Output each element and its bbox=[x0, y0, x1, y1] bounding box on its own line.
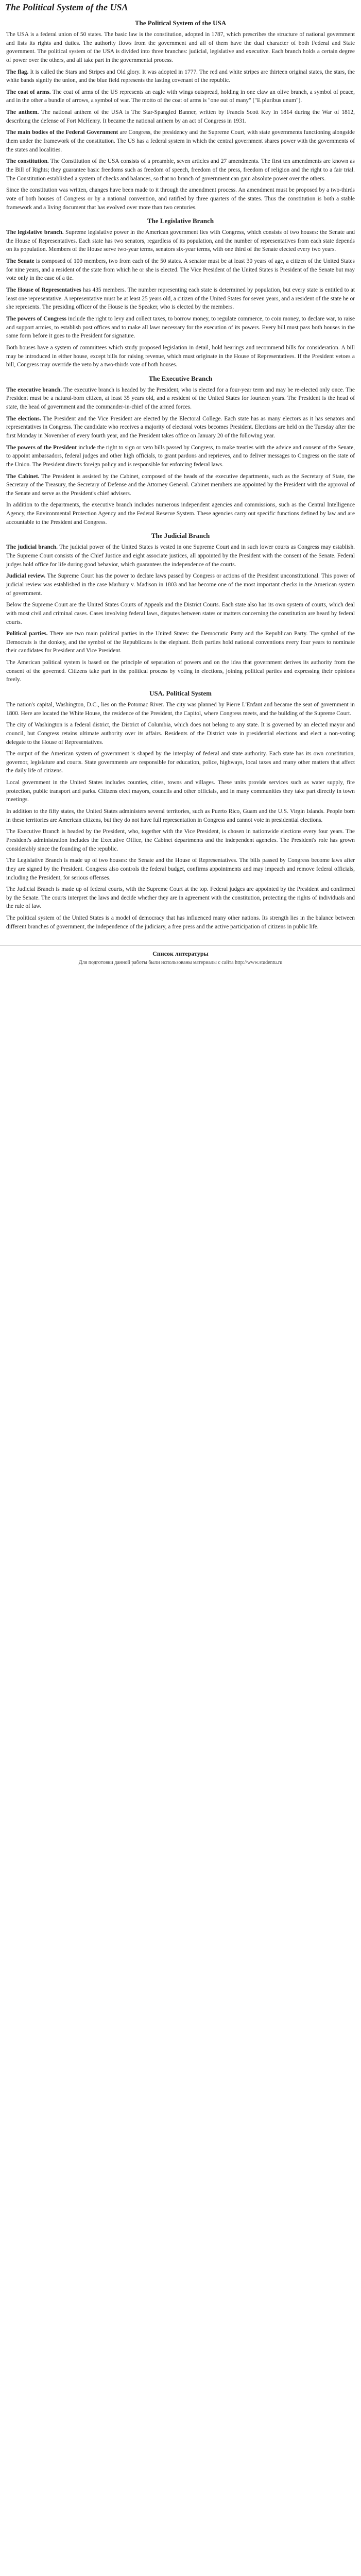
paragraph-lead: The Cabinet. bbox=[6, 473, 40, 480]
paragraph-lead: The constitution. bbox=[6, 158, 49, 165]
paragraph-lead: The powers of the President bbox=[6, 444, 77, 451]
paragraph-text: Supreme legislative power in the American government lies with Congress, which consists of two houses: the Senate and the House of Representatives. Each state has two senators, regardless of its population, and the number of representatives from each state depends on its population. Members of the House serve two-year terms, senators six-year terms, with one third of the Senate elected every two years. bbox=[6, 229, 355, 253]
paragraph bbox=[6, 807, 355, 824]
paragraph-lead: The main bodies of the Federal Government bbox=[6, 129, 118, 136]
paragraph-text: include the right to levy and collect taxes, to borrow money, to regulate commerce, to coin money, to declare war, to raise and support armies, to establish post offices and to make all laws necessary for the execution of its powers. Every bill must pass both houses in the same form before it goes to the President for signature. bbox=[6, 315, 355, 340]
paragraph-text: The executive branch is headed by the President, who is elected for a four-year term and may be re-elected only once. The President must be a natural-born citizen, at least 35 years old, and a resident of the United States for fourteen years. The President is the head of state, the head of government and the commander-in-chief of the armed forces. bbox=[6, 386, 355, 411]
paragraph-lead: The powers of Congress bbox=[6, 315, 66, 322]
page-title: The Political System of the USA bbox=[5, 2, 128, 12]
paragraph-text: The USA is a federal union of 50 states. The basic law is the constitution, adopted in 1787, which prescribes the structure of national government and lists its rights and duties. The authority flows from the government and all of them have the dual character of both Federal and State government. The political system of the USA is divided into three branches: judicial, legislative and executive. Each branch holds a certain degree of power over the others, and all take part in the governmental process. bbox=[6, 31, 355, 63]
paragraph-lead: The Senate bbox=[6, 258, 35, 265]
paragraph-text: has 435 members. The number representing each state is determined by population, but every state is entitled to at least one representative. A representative must be at least 25 years old, a citizen of the United States for seven years, and a resident of the state he or she represents. The presiding officer of the House is the Speaker, who is elected by the members. bbox=[6, 287, 355, 311]
section-heading: The Legislative Branch bbox=[147, 217, 214, 225]
paragraph-text: The Legislative Branch is made up of two houses: the Senate and the House of Representatives. The bills passed by Congress become laws after they are signed by the President. Congress also controls the federal budget, confirms appointments and may impeach and remove federal officials, including the President, for serious offenses. bbox=[6, 857, 355, 881]
paragraph bbox=[6, 30, 355, 65]
paragraph bbox=[6, 444, 355, 469]
paragraph-lead: The legislative branch. bbox=[6, 229, 64, 236]
references-title: Список литературы bbox=[152, 950, 209, 958]
references-text: Для подготовки данной работы были использованы материалы с сайта http://www.studentu.ru bbox=[78, 960, 283, 966]
paragraph bbox=[6, 415, 355, 440]
paragraph bbox=[6, 386, 355, 412]
paragraph-lead: The judicial branch. bbox=[6, 544, 58, 551]
paragraph-text: are Congress, the presidency and the Supreme Court, with state governments functioning alongside them under the framework of the constitution. The US has a federal system in which the central government shares power with the governments of the states and localities. bbox=[6, 129, 355, 153]
paragraph bbox=[6, 658, 355, 684]
paragraph-text: Local government in the United States includes counties, cities, towns and villages. These units provide services such as water supply, fire protection, public transport and parks. Citizens elect mayors, councils and other officials, and in many communities they take part directly in town meetings. bbox=[6, 779, 355, 803]
paragraph-text: There are two main political parties in the United States: the Democratic Party and the Republican Party. The symbol of the Democrats is the donkey, and the symbol of the Republicans is the elephant. Both parties hold national conventions every four years to nominate their candidates for President and Vice President. bbox=[6, 631, 355, 654]
paragraph-text: The nation's capital, Washington, D.C., lies on the Potomac River. The city was planned by Pierre L'Enfant and became the seat of government in 1800. Here are located the White House, the residence of the President, the Capitol, where Congress meets, and the building of the Supreme Court. bbox=[6, 702, 355, 717]
paragraph-text: The national anthem of the USA is The Star-Spangled Banner, written by Francis Scott Key in 1814 during the War of 1812, describing the defense of Fort McHenry. It became the national anthem by an act of Congress in 1931. bbox=[6, 109, 355, 124]
paragraph bbox=[6, 721, 355, 747]
paragraph bbox=[6, 128, 355, 154]
paragraph bbox=[6, 856, 355, 882]
paragraph-lead: Political parties. bbox=[6, 631, 48, 637]
paragraph-text: The Judicial Branch is made up of federal courts, with the Supreme Court at the top. Federal judges are appointed by the President and confirmed by the Senate. The courts interpret the laws and decide whether they are in agreement with the constitution, protecting the rights of individuals and the rule of law. bbox=[6, 886, 355, 910]
paragraph bbox=[6, 827, 355, 853]
paragraph-text: In addition to the fifty states, the United States administers several territories, such as Puerto Rico, Guam and the U.S. Virgin Islands. People born in these territories are American citizens, but they do not have full representation in Congress and cannot vote in presidential elections. bbox=[6, 808, 355, 823]
document-page bbox=[0, 0, 361, 969]
document-body bbox=[0, 19, 361, 931]
paragraph-text: is composed of 100 members, two from each of the 50 states. A senator must be at least 30 years of age, a citizen of the United States for nine years, and a resident of the state from which he or she is elected. The Vice President of the United States is President of the Senate but may vote only in the case of a tie. bbox=[6, 258, 355, 282]
paragraph bbox=[6, 344, 355, 369]
paragraph-text: The Constitution of the USA consists of a preamble, seven articles and 27 amendments. The first ten amendments are known as the Bill of Rights; they guarantee basic freedoms such as freedom of speech, freedom of the press, freedom of religion and the right to a fair trial. The Constitution established a system of checks and balances, so that no branch of government can gain absolute power over the others. bbox=[6, 158, 355, 182]
paragraph-lead: The coat of arms. bbox=[6, 89, 51, 95]
paragraph-text: The Supreme Court has the power to declare laws passed by Congress or actions of the President unconstitutional. This power of judicial review was established in the case Marbury v. Madison in 1803 and has become one of the most important checks in the American system of government. bbox=[6, 573, 355, 597]
paragraph-lead: The elections. bbox=[6, 415, 41, 422]
paragraph-text: include the right to sign or veto bills passed by Congress, to make treaties with the advice and consent of the Senate, to appoint ambassadors, federal judges and other high officials, to grant pardons and reprieves, and to deliver messages to Congress on the state of the Union. The President directs foreign policy and is responsible for enforcing federal laws. bbox=[6, 444, 355, 468]
section-heading: The Executive Branch bbox=[148, 374, 213, 382]
paragraph-lead: The anthem. bbox=[6, 109, 39, 116]
section-heading: USA. Political System bbox=[149, 689, 212, 697]
paragraph bbox=[6, 88, 355, 105]
paragraph bbox=[6, 315, 355, 341]
paragraph bbox=[6, 914, 355, 931]
paragraph bbox=[6, 108, 355, 125]
section-heading: The Judicial Branch bbox=[151, 532, 210, 540]
paragraph-text: It is called the Stars and Stripes and Old glory. It was adopted in 1777. The red and white stripes are thirteen original states, the stars, the white bands signify the union, and the blue field represents the lasting covenant of the republic. bbox=[6, 69, 355, 84]
paragraph-text: The political system of the United States is a model of democracy that has influenced many other nations. Its strength lies in the balance between different branches of government, the independence of the judiciary, a free press and the active participation of citizens in public life. bbox=[6, 915, 355, 930]
paragraph-lead: The flag. bbox=[6, 69, 29, 75]
paragraph bbox=[6, 501, 355, 527]
paragraph bbox=[6, 572, 355, 598]
paragraph bbox=[6, 701, 355, 718]
paragraph bbox=[6, 885, 355, 911]
paragraph-text: The President is assisted by the Cabinet, composed of the heads of the executive departments, such as the Secretary of State, the Secretary of the Treasury, the Secretary of Defense and the Attorney General. Cabinet members are appointed by the President with the approval of the Senate and serve as the President's chief advisers. bbox=[6, 473, 355, 497]
paragraph-lead: The House of Representatives bbox=[6, 287, 81, 294]
paragraph-text: Both houses have a system of committees which study proposed legislation in detail, hold hearings and recommend bills for consideration. A bill may be introduced in either house, except bills for raising revenue, which must originate in the House of Representatives. If the President vetoes a bill, Congress may override the veto by a two-thirds vote of both houses. bbox=[6, 344, 355, 368]
paragraph-text: Below the Supreme Court are the United States Courts of Appeals and the District Courts. Each state also has its own system of courts, which deal with most civil and criminal cases. Cases involving federal laws, disputes between states or matters concerning the constitution are heard by federal courts. bbox=[6, 602, 355, 625]
paragraph bbox=[6, 68, 355, 85]
paragraph-text: The output of the American system of government is shaped by the interplay of federal and state authority. Each state has its own constitution, governor, legislature and courts. State governments are responsible for education, police, highways, local taxes and many other matters that affect the daily life of citizens. bbox=[6, 751, 355, 774]
paragraph bbox=[6, 228, 355, 254]
paragraph-lead: Judicial review. bbox=[6, 573, 46, 580]
paragraph bbox=[6, 543, 355, 569]
paragraph-text: The coat of arms of the US represents an eagle with wings outspread, holding in one claw an olive branch, a symbol of peace, and in the other a bundle of arrows, a symbol of war. The motto of the coat of arms is "one out of many" ("E pluribus unum"). bbox=[6, 89, 355, 104]
paragraph-text: The Executive Branch is headed by the President, who, together with the Vice President, is chosen in nationwide elections every four years. The President's administration includes the Executive Office, the Cabinet departments and the independent agencies. The President's role has grown considerably since the founding of the republic. bbox=[6, 828, 355, 852]
section-heading: The Political System of the USA bbox=[134, 19, 227, 27]
paragraph bbox=[6, 286, 355, 312]
paragraph-text: In addition to the departments, the executive branch includes numerous independent agencies and commissions, such as the Central Intelligence Agency, the Environmental Protection Agency and the Federal Reserve System. These agencies carry out specific functions defined by law and are accountable to the President and Congress. bbox=[6, 502, 355, 526]
paragraph bbox=[6, 750, 355, 775]
paragraph bbox=[6, 472, 355, 498]
paragraph-text: Since the constitution was written, changes have been made to it through the amendment process. An amendment must be proposed by a two-thirds vote of both houses of Congress or by a national convention, and ratified by three quarters of the states. Thus the constitution is both a stable framework and a living document that has evolved over more than two centuries. bbox=[6, 187, 355, 211]
paragraph-lead: The executive branch. bbox=[6, 386, 62, 393]
paragraph bbox=[6, 601, 355, 626]
paragraph bbox=[6, 186, 355, 212]
paragraph bbox=[6, 257, 355, 283]
paragraph bbox=[6, 157, 355, 183]
paragraph-text: The President and the Vice President are elected by the Electoral College. Each state has as many electors as it has senators and representatives in Congress. The candidate who receives a majority of electoral votes becomes President. Elections are held on the Tuesday after the first Monday in November of every fourth year, and the President takes office on January 20 of the following year. bbox=[6, 415, 355, 439]
references-footer bbox=[0, 945, 361, 969]
paragraph bbox=[6, 778, 355, 804]
paragraph-text: The American political system is based on the principle of separation of powers and on the idea that government derives its authority from the consent of the governed. Citizens take part in the political process by voting in elections, joining political parties and expressing their opinions freely. bbox=[6, 659, 355, 683]
paragraph-text: The city of Washington is a federal district, the District of Columbia, which does not belong to any state. It is governed by an elected mayor and council, but Congress retains ultimate authority over its affairs. Residents of the District vote in presidential elections and elect a non-voting delegate to the House of Representatives. bbox=[6, 722, 355, 745]
paragraph-text: The judicial power of the United States is vested in one Supreme Court and in such lower courts as Congress may establish. The Supreme Court consists of the Chief Justice and eight associate justices, all appointed by the President with the consent of the Senate. Federal judges hold office for life during good behavior, which guarantees the independence of the courts. bbox=[6, 544, 355, 568]
paragraph bbox=[6, 630, 355, 655]
